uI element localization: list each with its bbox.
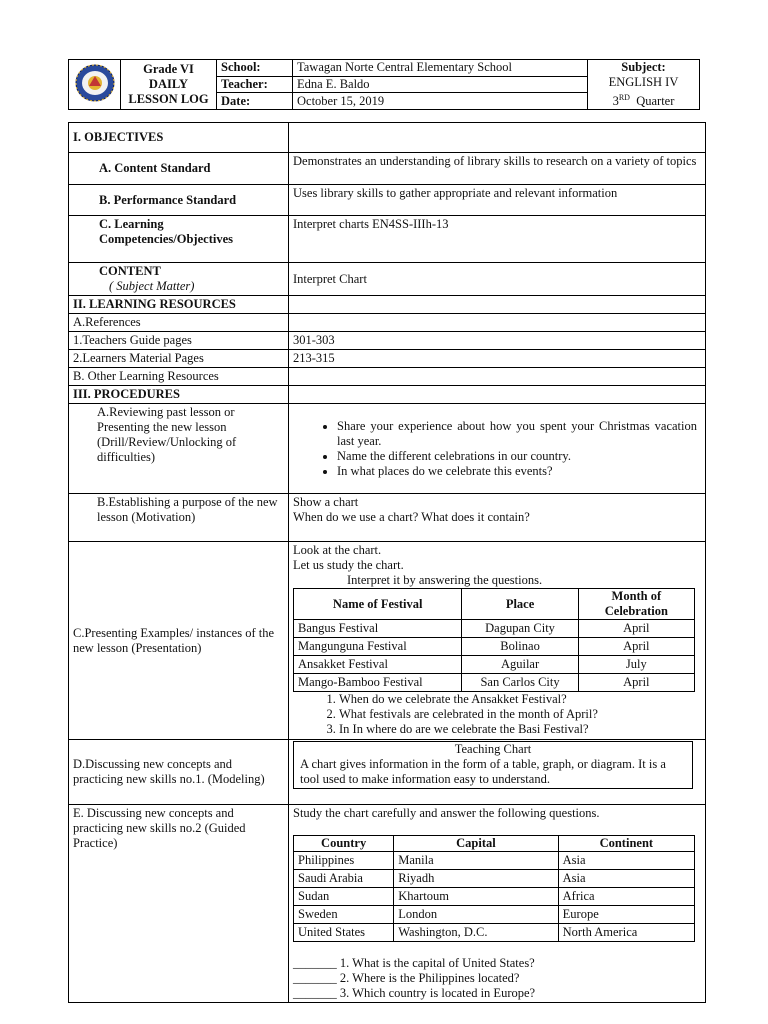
table-cell: Philippines (294, 852, 394, 870)
bullet-item: • Share your experience about how you spent your Christmas vacation last year. (337, 419, 697, 449)
daily-label: DAILY (148, 77, 189, 92)
subject-value: ENGLISH IV (608, 75, 679, 89)
performance-standard-value: Uses library skills to gather appropriate and relevant information (289, 185, 706, 216)
resources-heading: II. LEARNING RESOURCES (69, 296, 289, 314)
content-label-cell (69, 263, 289, 296)
table-row (294, 888, 695, 906)
question-item: _______ 1. What is the capital of United States? (293, 956, 535, 970)
procedure-a-label: A.Reviewing past lesson or Presenting the new lesson (Drill/Review/Unlocking of difficulties) (69, 404, 289, 494)
content-standard-label: A. Content Standard (69, 153, 289, 185)
table-cell: Asia (558, 870, 694, 888)
table-cell: Asia (558, 852, 694, 870)
table-cell: Africa (558, 888, 694, 906)
question-item: 3. In In where do are we celebrate the Basi Festival? (339, 722, 695, 737)
procedures-heading: III. PROCEDURES (69, 386, 289, 404)
question-item: 2. What festivals are celebrated in the month of April? (339, 707, 695, 722)
objectives-heading: I. OBJECTIVES (69, 123, 289, 153)
table-cell: Mango-Bamboo Festival (294, 674, 462, 692)
procedure-e-content (289, 805, 706, 1003)
continent-col-header: Continent (558, 836, 694, 852)
deped-logo-cell (69, 60, 121, 110)
content-sub-label: ( Subject Matter) (109, 279, 195, 293)
table-cell: April (578, 620, 694, 638)
table-row (294, 656, 695, 674)
deped-seal-icon (73, 63, 117, 103)
table-cell: Manila (394, 852, 558, 870)
place-col-header: Place (462, 589, 578, 620)
procedure-b-label: B.Establishing a purpose of the new lesson (Motivation) (69, 494, 289, 542)
grade-lesson-log-title (121, 60, 217, 110)
festival-col-header: Name of Festival (294, 589, 462, 620)
lesson-log-label: LESSON LOG (128, 92, 209, 107)
table-cell: April (578, 638, 694, 656)
header-table (68, 59, 700, 110)
question-item: _______ 2. Where is the Philippines located? (293, 971, 520, 985)
content-value: Interpret Chart (289, 263, 706, 296)
teaching-chart-title: Teaching Chart (454, 742, 532, 756)
table-cell: Riyadh (394, 870, 558, 888)
procedure-a-bullets (293, 419, 697, 479)
table-row (294, 852, 695, 870)
content-standard-value: Demonstrates an understanding of library skills to research on a variety of topics (289, 153, 706, 185)
procedure-d-content (289, 740, 706, 805)
table-cell: Sweden (294, 906, 394, 924)
procedure-d-label: D.Discussing new concepts and practicing new skills no.1. (Modeling) (69, 740, 289, 805)
table-row (294, 638, 695, 656)
performance-standard-label: B. Performance Standard (69, 185, 289, 216)
table-header-row (294, 589, 695, 620)
festival-table (293, 588, 695, 692)
table-cell: Sudan (294, 888, 394, 906)
procedure-b-line: When do we use a chart? What does it contain? (293, 510, 530, 524)
content-label: CONTENT (99, 264, 161, 278)
procedure-c-line: Let us study the chart. (293, 558, 404, 572)
procedure-c-interpret: Interpret it by answering the questions. (347, 573, 543, 587)
teaching-chart-text: A chart gives information in the form of a table, graph, or diagram. It is a tool used to make information easy to understand. (300, 757, 666, 786)
lesson-log-table (68, 122, 706, 1003)
bullet-item: • In what places do we celebrate this events? (337, 464, 697, 479)
table-cell: Dagupan City (462, 620, 578, 638)
table-cell: North America (558, 924, 694, 942)
learners-material-value: 213-315 (289, 350, 706, 368)
table-cell: April (578, 674, 694, 692)
procedure-c-content (289, 542, 706, 740)
table-cell: London (394, 906, 558, 924)
quarter-value: 3RD Quarter (612, 93, 675, 109)
table-cell: Ansakket Festival (294, 656, 462, 674)
procedure-b-content (289, 494, 706, 542)
table-cell: Khartoum (394, 888, 558, 906)
table-row (294, 674, 695, 692)
subject-label: Subject: (621, 60, 666, 74)
procedure-c-questions (293, 692, 695, 737)
date-value: October 15, 2019 (293, 93, 588, 110)
question-item: 1. When do we celebrate the Ansakket Festival? (339, 692, 695, 707)
table-header-row (294, 836, 695, 852)
date-label: Date: (217, 93, 293, 110)
competencies-value: Interpret charts EN4SS-IIIh-13 (289, 216, 706, 263)
table-cell: San Carlos City (462, 674, 578, 692)
procedure-c-line: Look at the chart. (293, 543, 382, 557)
question-item: _______ 3. Which country is located in Europe? (293, 986, 536, 1000)
procedure-b-line: Show a chart (293, 495, 359, 509)
teacher-label: Teacher: (217, 76, 293, 93)
grade-label: Grade VI (143, 62, 194, 77)
bullet-item: • Name the different celebrations in our country. (337, 449, 697, 464)
table-cell: Washington, D.C. (394, 924, 558, 942)
teaching-chart-box (293, 741, 693, 789)
procedure-a-content (289, 404, 706, 494)
school-value: Tawagan Norte Central Elementary School (293, 60, 588, 77)
table-cell: Bolinao (462, 638, 578, 656)
procedure-e-label: E. Discussing new concepts and practicing new skills no.2 (Guided Practice) (69, 805, 289, 1003)
other-resources-label: B. Other Learning Resources (69, 368, 289, 386)
table-cell: Bangus Festival (294, 620, 462, 638)
subject-cell (588, 60, 700, 110)
learners-material-label: 2.Learners Material Pages (69, 350, 289, 368)
capital-col-header: Capital (394, 836, 558, 852)
table-row (294, 924, 695, 942)
teacher-value: Edna E. Baldo (293, 76, 588, 93)
table-cell: Mangunguna Festival (294, 638, 462, 656)
table-cell: July (578, 656, 694, 674)
references-label: A.References (69, 314, 289, 332)
school-label: School: (217, 60, 293, 77)
teachers-guide-label: 1.Teachers Guide pages (69, 332, 289, 350)
month-col-header: Month of Celebration (578, 589, 694, 620)
table-row (294, 620, 695, 638)
teachers-guide-value: 301-303 (289, 332, 706, 350)
table-cell: Aguilar (462, 656, 578, 674)
procedure-c-label: C.Presenting Examples/ instances of the new lesson (Presentation) (69, 542, 289, 740)
procedure-e-intro: Study the chart carefully and answer the following questions. (293, 806, 600, 820)
competencies-label: C. Learning Competencies/Objectives (69, 216, 289, 263)
table-cell: United States (294, 924, 394, 942)
country-col-header: Country (294, 836, 394, 852)
table-row (294, 906, 695, 924)
table-cell: Europe (558, 906, 694, 924)
table-cell: Saudi Arabia (294, 870, 394, 888)
country-table (293, 835, 695, 942)
table-row (294, 870, 695, 888)
